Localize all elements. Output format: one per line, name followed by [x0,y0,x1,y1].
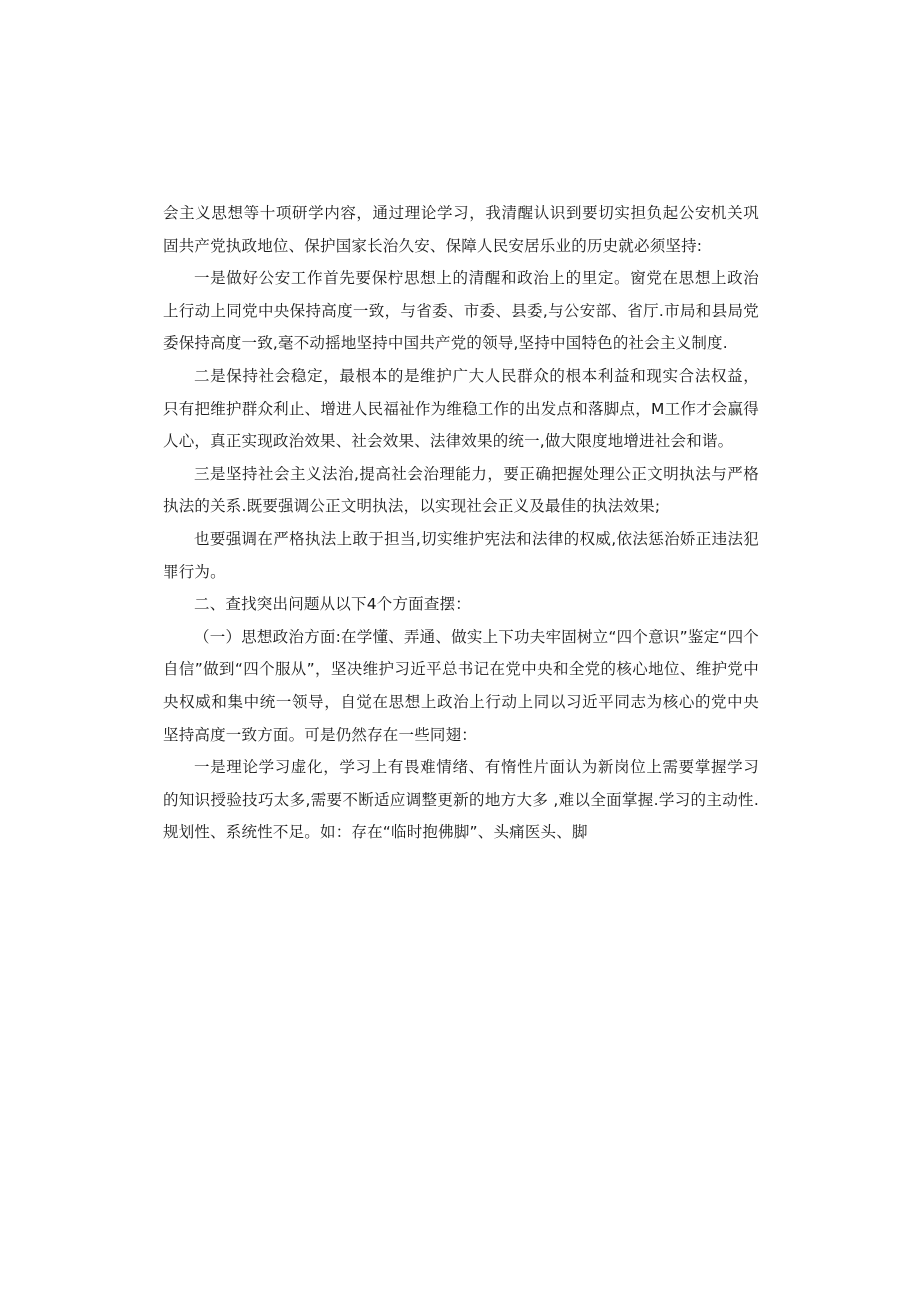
paragraph-4: 三是坚持社会主义法治,提高社会治理能力，要正确把握处理公正文明执法与严格执法的关系.既要强调公正文明执法，以实现社会正义及最佳的执法效果; [163,464,759,516]
paragraph-2: 一是做好公安工作首先要保柠思想上的清醒和政治上的里定。窗党在思想上政治上行动上同党中央保持高度一致，与省委、市委、县委,与公安部、省厅.市局和县局党委保持高度一致,毫不动摇地坚持中国共产党的领导,坚持中国特色的社会主义制度. [163,269,759,353]
paragraph-1: 会主义思想等十项研学内容，通过理论学习，我清醒认识到要切实担负起公安机关巩固共产党执政地位、保护国家长治久安、保障人民安居乐业的历史就必须坚持: [163,204,759,255]
section-heading-2: 二、查找突出问题从以下4个方面查摆： [194,595,471,614]
paragraph-8: 一是理论学习虚化，学习上有畏难情绪、有惰性片面认为新岗位上需要掌握学习的知识授验技巧太多,需要不断适应调整更新的地方大多 ,难以全面掌握.学习的主动性.规划性、系统性不足。如：存在“临时抱佛脚”、头痛医头、脚 [163,758,759,842]
paragraph-7: （一）思想政治方面:在学懂、弄通、做实上下功夫牢固树立“四个意识”鉴定“四个自信”做到“四个服从”，坚决维护习近平总书记在党中央和全党的核心地位、维护党中央权威和集中统一领导，自觉在思想上政治上行动上同以习近平同志为核心的党中央坚持高度一致方面。可是仍然存在一些同翅： [163,627,759,744]
paragraph-5: 也要强调在严格执法上敢于担当,切实维护宪法和法律的权威,依法惩治娇正违法犯罪行为。 [163,529,759,581]
paragraph-3: 二是保持社会稳定，最根本的是维护广大人民群众的根本利益和现实合法权益，只有把维护群众利止、增进人民福祉作为维稳工作的出发点和落脚点，M工作才会赢得人心，真正实现政治效果、社会效果、法律效果的统一,做大限度地增进社会和谐。 [163,366,759,451]
document-body [163,197,759,849]
